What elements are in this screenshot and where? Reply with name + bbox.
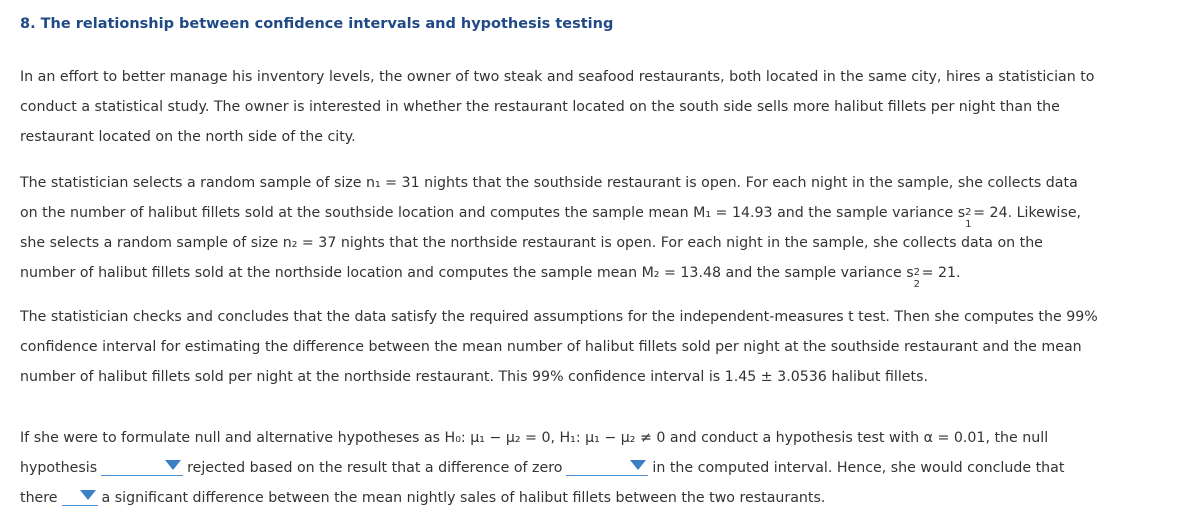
- ci-line-3: number of halibut fillets sold per night at the northside restaurant. This 99% confidence interval is 1.45 ± 3.0536 halibut fillets.: [20, 369, 928, 385]
- zero-in-interval-dropdown[interactable]: [566, 455, 648, 476]
- hypothesis-line-1: If she were to formulate null and alternative hypotheses as H₀: μ₁ − μ₂ = 0, H₁: μ₁ − μ₂ ≠ 0 and conduct a hypothesis test with α = 0.01, the null: [20, 430, 1049, 446]
- sampling-line-3: she selects a random sample of size n₂ = 37 nights that the northside restaurant is open. For each night in the sample, she collects data on the: [20, 235, 1043, 251]
- sampling-line-4-text: number of halibut fillets sold at the northside location and computes the sample mean M₂ = 13.48 and the sample variance s: [20, 265, 914, 281]
- question-title: 8. The relationship between confidence intervals and hypothesis testing: [20, 16, 614, 32]
- hypothesis-line-2: [20, 453, 1170, 483]
- sampling-paragraph: [20, 168, 1170, 288]
- intro-line-3: restaurant located on the north side of the city.: [20, 129, 356, 145]
- hypothesis-paragraph: [20, 423, 1170, 513]
- sampling-line-2-text: on the number of halibut fillets sold at the southside location and computes the sample mean M₁ = 14.93 and the sample variance s: [20, 205, 966, 221]
- variance-1-subscript: 1: [965, 219, 972, 230]
- sampling-line-4-end: = 21.: [921, 265, 961, 281]
- hypothesis-line-3-start: there: [20, 490, 58, 506]
- variance-2-superscript: 2: [913, 267, 920, 278]
- significance-conclusion-dropdown[interactable]: [62, 485, 98, 506]
- intro-paragraph: [20, 62, 1170, 152]
- hypothesis-line-3-end: a significant difference between the mean nightly sales of halibut fillets between the two restaurants.: [101, 490, 826, 506]
- triangle-down-icon: [80, 490, 96, 500]
- intro-line-2: conduct a statistical study. The owner is interested in whether the restaurant located on the south side sells more halibut fillets per night than the: [20, 99, 1060, 115]
- null-hypothesis-decision-dropdown[interactable]: [101, 455, 183, 476]
- hypothesis-line-2-start: hypothesis: [20, 460, 98, 476]
- hypothesis-line-3: [20, 483, 1170, 513]
- confidence-interval-paragraph: [20, 302, 1170, 392]
- sampling-line-4: [20, 258, 1170, 288]
- hypothesis-line-2-end: in the computed interval. Hence, she would conclude that: [652, 460, 1065, 476]
- sampling-line-2: [20, 198, 1170, 228]
- hypothesis-line-2-middle: rejected based on the result that a difference of zero: [187, 460, 563, 476]
- sampling-line-1: The statistician selects a random sample of size n₁ = 31 nights that the southside restaurant is open. For each night in the sample, she collects data: [20, 175, 1078, 191]
- ci-line-1: The statistician checks and concludes that the data satisfy the required assumptions for the independent-measures t test. Then she computes the 99%: [20, 309, 1098, 325]
- sampling-line-2-end: = 24. Likewise,: [973, 205, 1082, 221]
- intro-line-1: In an effort to better manage his inventory levels, the owner of two steak and seafood restaurants, both located in the same city, hires a statistician to: [20, 69, 1095, 85]
- ci-line-2: confidence interval for estimating the difference between the mean number of halibut fillets sold per night at the southside restaurant and the mean: [20, 339, 1082, 355]
- variance-2-subscript: 2: [913, 279, 920, 290]
- triangle-down-icon: [165, 460, 181, 470]
- triangle-down-icon: [630, 460, 646, 470]
- variance-1-superscript: 2: [965, 207, 972, 218]
